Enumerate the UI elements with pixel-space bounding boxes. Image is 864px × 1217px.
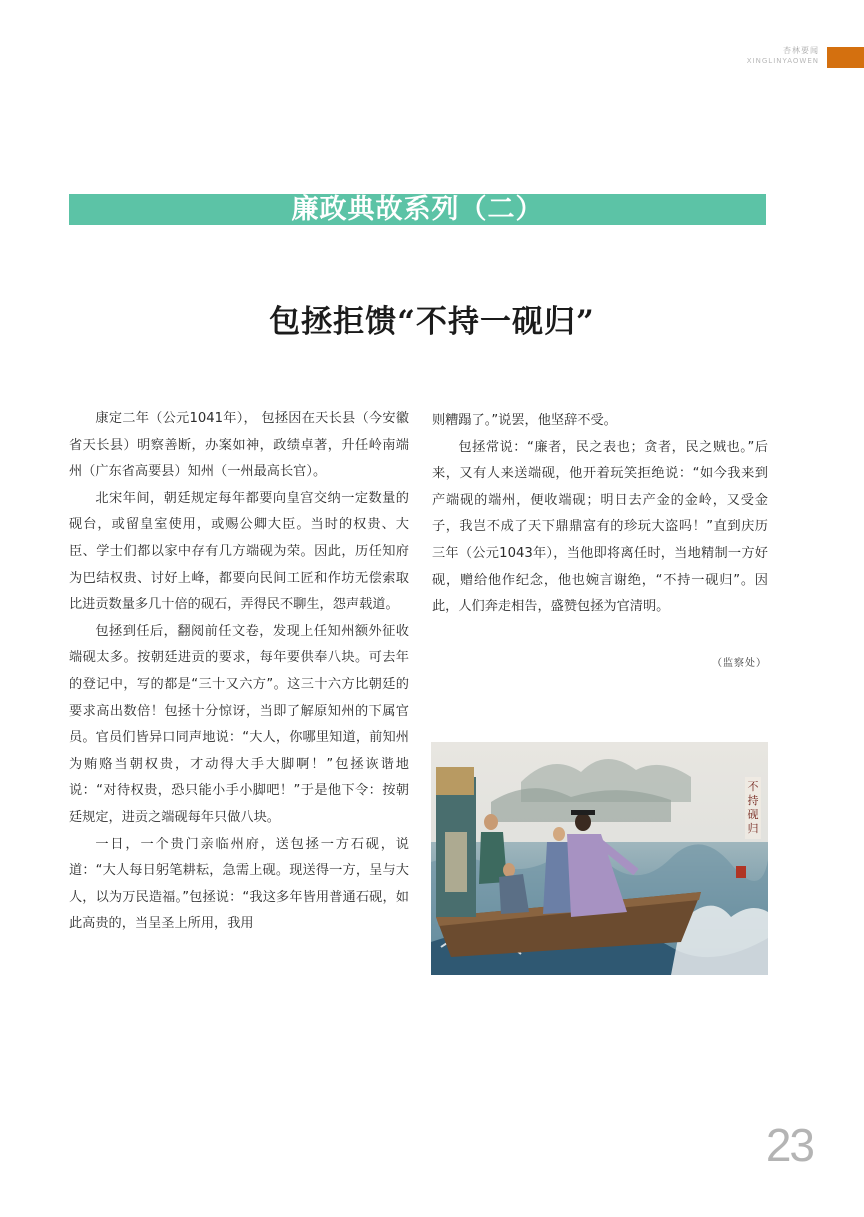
paragraph: 康定二年（公元1041年）， 包拯因在天长县（今安徽省天长县）明察善断，办案如神，政绩卓著，升任岭南端州（广东省高要县）知州（一州最高长官）。 — [69, 411, 409, 480]
section-tab — [827, 47, 864, 68]
paragraph: 包拯到任后，翻阅前任文卷，发现上任知州额外征收端砚太多。按朝廷进贡的要求，每年要供奉八块。可去年的登记中，写的都是“三十又六方”。这三十六方比朝廷的要求高出数倍！包拯十分惊讶，当即了解原知州的下属官员。官员们皆异口同声地说：“大人，你哪里知道，前知州为贿赂当朝权贵，才动得大手大脚啊！”包拯诙谐地说：“对待权贵，恐只能小手小脚吧！”于是他下令：按朝廷规定，进贡之端砚每年只做八块。 — [69, 623, 409, 825]
paragraph: 一日，一个贵门亲临州府，送包拯一方石砚，说道：“大人每日躬笔耕耘，急需上砚。现送得一方，呈与大人，以为万民造福。”包拯说：“我这多年皆用普通石砚，如此高贵的，当呈圣上所用，我用 — [69, 836, 409, 932]
paragraph: 北宋年间，朝廷规定每年都要向皇宫交纳一定数量的砚台，或留皇室使用，或赐公卿大臣。当时的权贵、大臣、学士们都以家中存有几方端砚为荣。因此，历任知府为巴结权贵、讨好上峰，都要向民间工匠和作坊无偿索取比进贡数量多几十倍的砚石，弄得民不聊生，怨声载道。 — [69, 490, 409, 613]
paragraph-continuation: 则糟蹋了。”说罢，他坚辞不受。 — [432, 413, 617, 428]
section-name-cn: 杏林要闻 — [783, 46, 819, 55]
series-banner — [69, 194, 766, 225]
section-name-en: XINGLINYAOWEN — [746, 57, 819, 65]
author-signature: （监察处） — [712, 658, 767, 669]
running-header — [747, 46, 819, 66]
article-title: 包拯拒馈“不持一砚归” — [269, 304, 595, 340]
inscription-char-1: 不持砚归 — [747, 780, 759, 835]
right-column — [432, 408, 768, 621]
left-column — [69, 406, 409, 938]
page-number: 23 — [765, 1119, 813, 1171]
paragraph: 包拯常说：“廉者，民之表也；贪者，民之贼也。”后来，又有人来送端砚，他开着玩笑拒绝说：“如今我来到产端砚的端州，便收端砚；明日去产金的金岭，又受金子，我岂不成了天下鼎鼎富有的珍玩大盗吗！”直到庆历三年（公元1043年），当他即将离任时，当地精制一方好砚，赠给他作纪念，他也婉言谢绝，“不持一砚归”。因此，人们奔走相告，盛赞包拯为官清明。 — [432, 439, 768, 615]
illustration-painting — [431, 742, 768, 975]
series-banner-text: 廉政典故系列（二） — [291, 194, 544, 225]
